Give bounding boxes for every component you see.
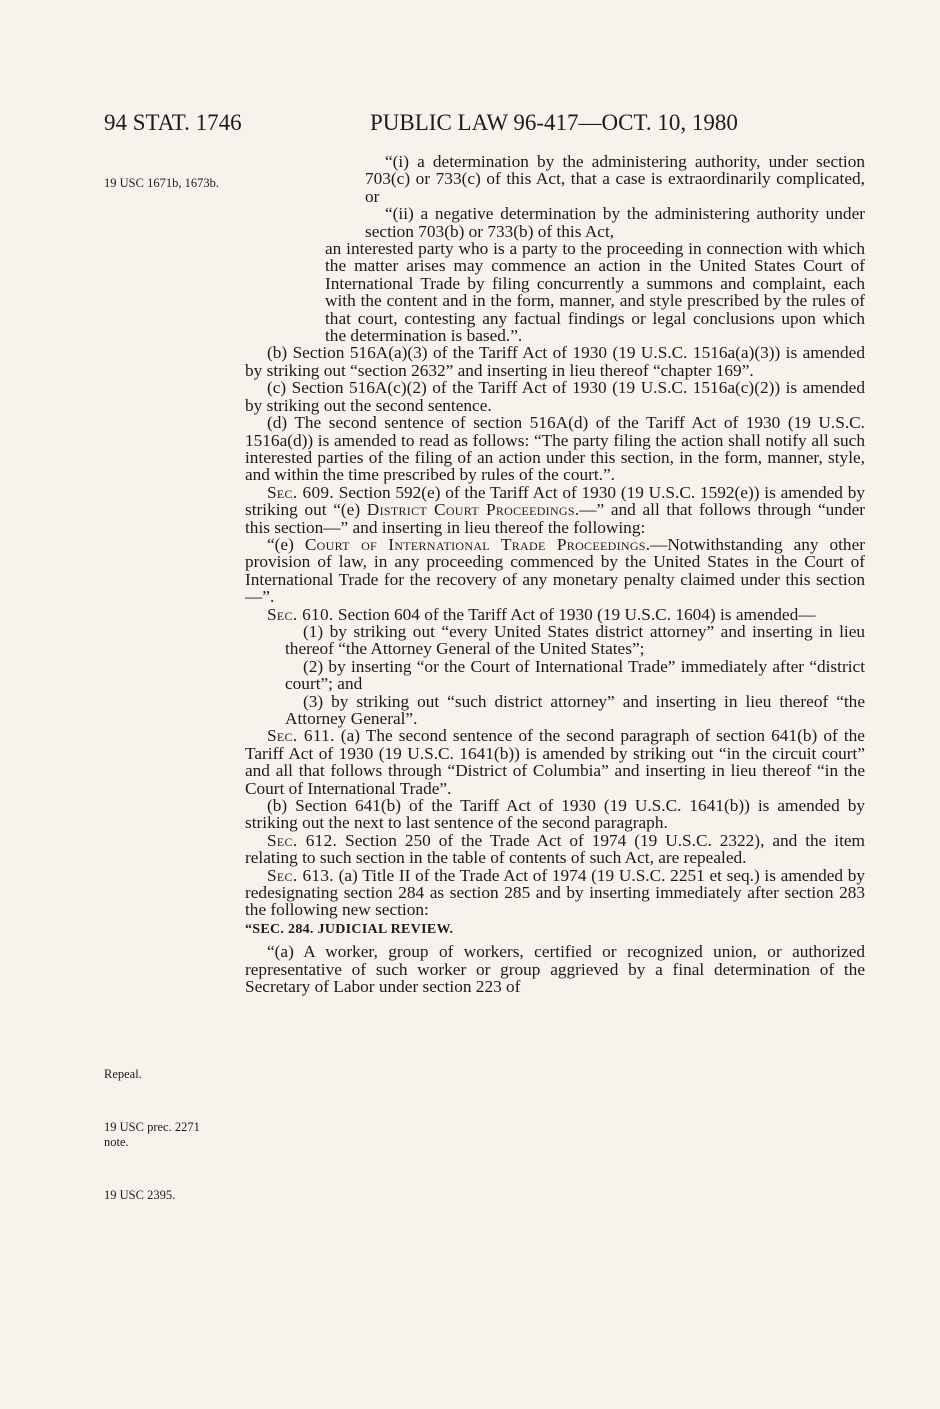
section-label: Sec. 612.: [267, 830, 338, 850]
text-run: Section 250 of the Trade Act of 1974 (19 U.S.C. 2322), and the item relating to such section in the table of contents of such Act, are repealed.: [245, 830, 865, 868]
paragraph: an interested party who is a party to the proceeding in connection with which the matter arises may commence an action in the United States Court of International Trade by filing concurrently a summons and complaint, each with the content and in the form, manner, and style prescribed by the rules of that court, contesting any factual findings or legal conclusions upon which the determination is based.”.: [325, 239, 865, 346]
paragraph: “(ii) a negative determination by the administering authority under section 703(b) or 733(b) of this Act,: [365, 204, 865, 241]
small-caps-heading: Court of International Trade Proceedings: [304, 534, 646, 554]
paragraph: “(i) a determination by the administering authority, under section 703(c) or 733(c) of this Act, that a case is extraordinarily complicated, or: [365, 152, 865, 206]
margin-note-citation: 19 USC 1671b, 1673b.: [104, 176, 219, 190]
text-run: Section 604 of the Tariff Act of 1930 (19 U.S.C. 1604) is amended—: [333, 604, 816, 624]
paragraph: (d) The second sentence of section 516A(d) of the Tariff Act of 1930 (19 U.S.C. 1516a(d)) is amended to read as follows: “The party filing the action shall notify all such interested parties of the filing of an action under this section, in the form, manner, style, and within the time prescribed by rules of the court.”.: [245, 413, 865, 485]
statute-body: [245, 153, 865, 996]
paragraph: (2) by inserting “or the Court of International Trade” immediately after “district court”; and: [285, 656, 865, 694]
margin-note-citation: 19 USC 2395.: [104, 1188, 176, 1202]
section-heading: “SEC. 284. JUDICIAL REVIEW.: [245, 921, 454, 937]
paragraph: [245, 832, 865, 867]
text-run: .—” and all that follows through “under this section—” and inserting in lieu thereof the following:: [245, 500, 866, 537]
paragraph: [245, 727, 865, 797]
paragraph: (c) Section 516A(c)(2) of the Tariff Act of 1930 (19 U.S.C. 1516a(c)(2)) is amended by striking out the second sentence.: [245, 378, 865, 415]
paragraph: [245, 606, 865, 623]
margin-note-citation: 19 USC prec. 2271 note.: [104, 1120, 200, 1149]
paragraph: (3) by striking out “such district attorney” and inserting in lieu thereof “the Attorney General”.: [285, 691, 865, 728]
text-run: (a) Title II of the Trade Act of 1974 (19 U.S.C. 2251 et seq.) is amended by redesignating section 284 as section 285 and by inserting immediately after section 283 the following new section:: [245, 865, 866, 920]
page-header: [0, 110, 940, 140]
paragraph: (b) Section 641(b) of the Tariff Act of 1930 (19 U.S.C. 1641(b)) is amended by striking out the next to last sentence of the second paragraph.: [245, 796, 865, 833]
section-label: Sec. 613.: [267, 865, 334, 885]
stat-page-number: 94 STAT. 1746: [104, 110, 242, 135]
paragraph: “(a) A worker, group of workers, certified or recognized union, or authorized representative of such worker or group aggrieved by a final determination of the Secretary of Labor under section 223 of: [245, 942, 865, 997]
small-caps-heading: District Court Proceedings: [366, 500, 575, 520]
text-run: .—Notwithstanding any other provision of law, in any proceeding commenced by the United States in the Court of International Trade for the recovery of any monetary penalty claimed under this section—”.: [245, 534, 866, 607]
paragraph: [245, 484, 865, 536]
running-head: PUBLIC LAW 96-417—OCT. 10, 1980: [370, 110, 738, 135]
margin-note-repeal: Repeal.: [104, 1067, 142, 1081]
paragraph: (b) Section 516A(a)(3) of the Tariff Act of 1930 (19 U.S.C. 1516a(a)(3)) is amended by striking out “section 2632” and inserting in lieu thereof “chapter 169”.: [245, 343, 865, 380]
section-label: Sec. 611.: [267, 726, 335, 746]
section-label: Sec. 610.: [267, 604, 334, 624]
section-label: Sec. 609.: [267, 482, 334, 502]
text-run: (a) The second sentence of the second paragraph of section 641(b) of the Tariff Act of 1930 (19 U.S.C. 1641(b)) is amended by striking out “in the circuit court” and all that follows through “District of Columbia” and inserting in lieu thereof “in the Court of International Trade”.: [245, 726, 865, 798]
paragraph: (1) by striking out “every United States district attorney” and inserting in lieu thereof “the Attorney General of the United States”;: [285, 621, 865, 659]
paragraph: [245, 536, 865, 606]
text-run: “(e): [267, 534, 305, 554]
text-run: Section 592(e) of the Tariff Act of 1930 (19 U.S.C. 1592(e)) is amended by striking out “(e): [245, 482, 865, 520]
paragraph: [245, 867, 865, 919]
